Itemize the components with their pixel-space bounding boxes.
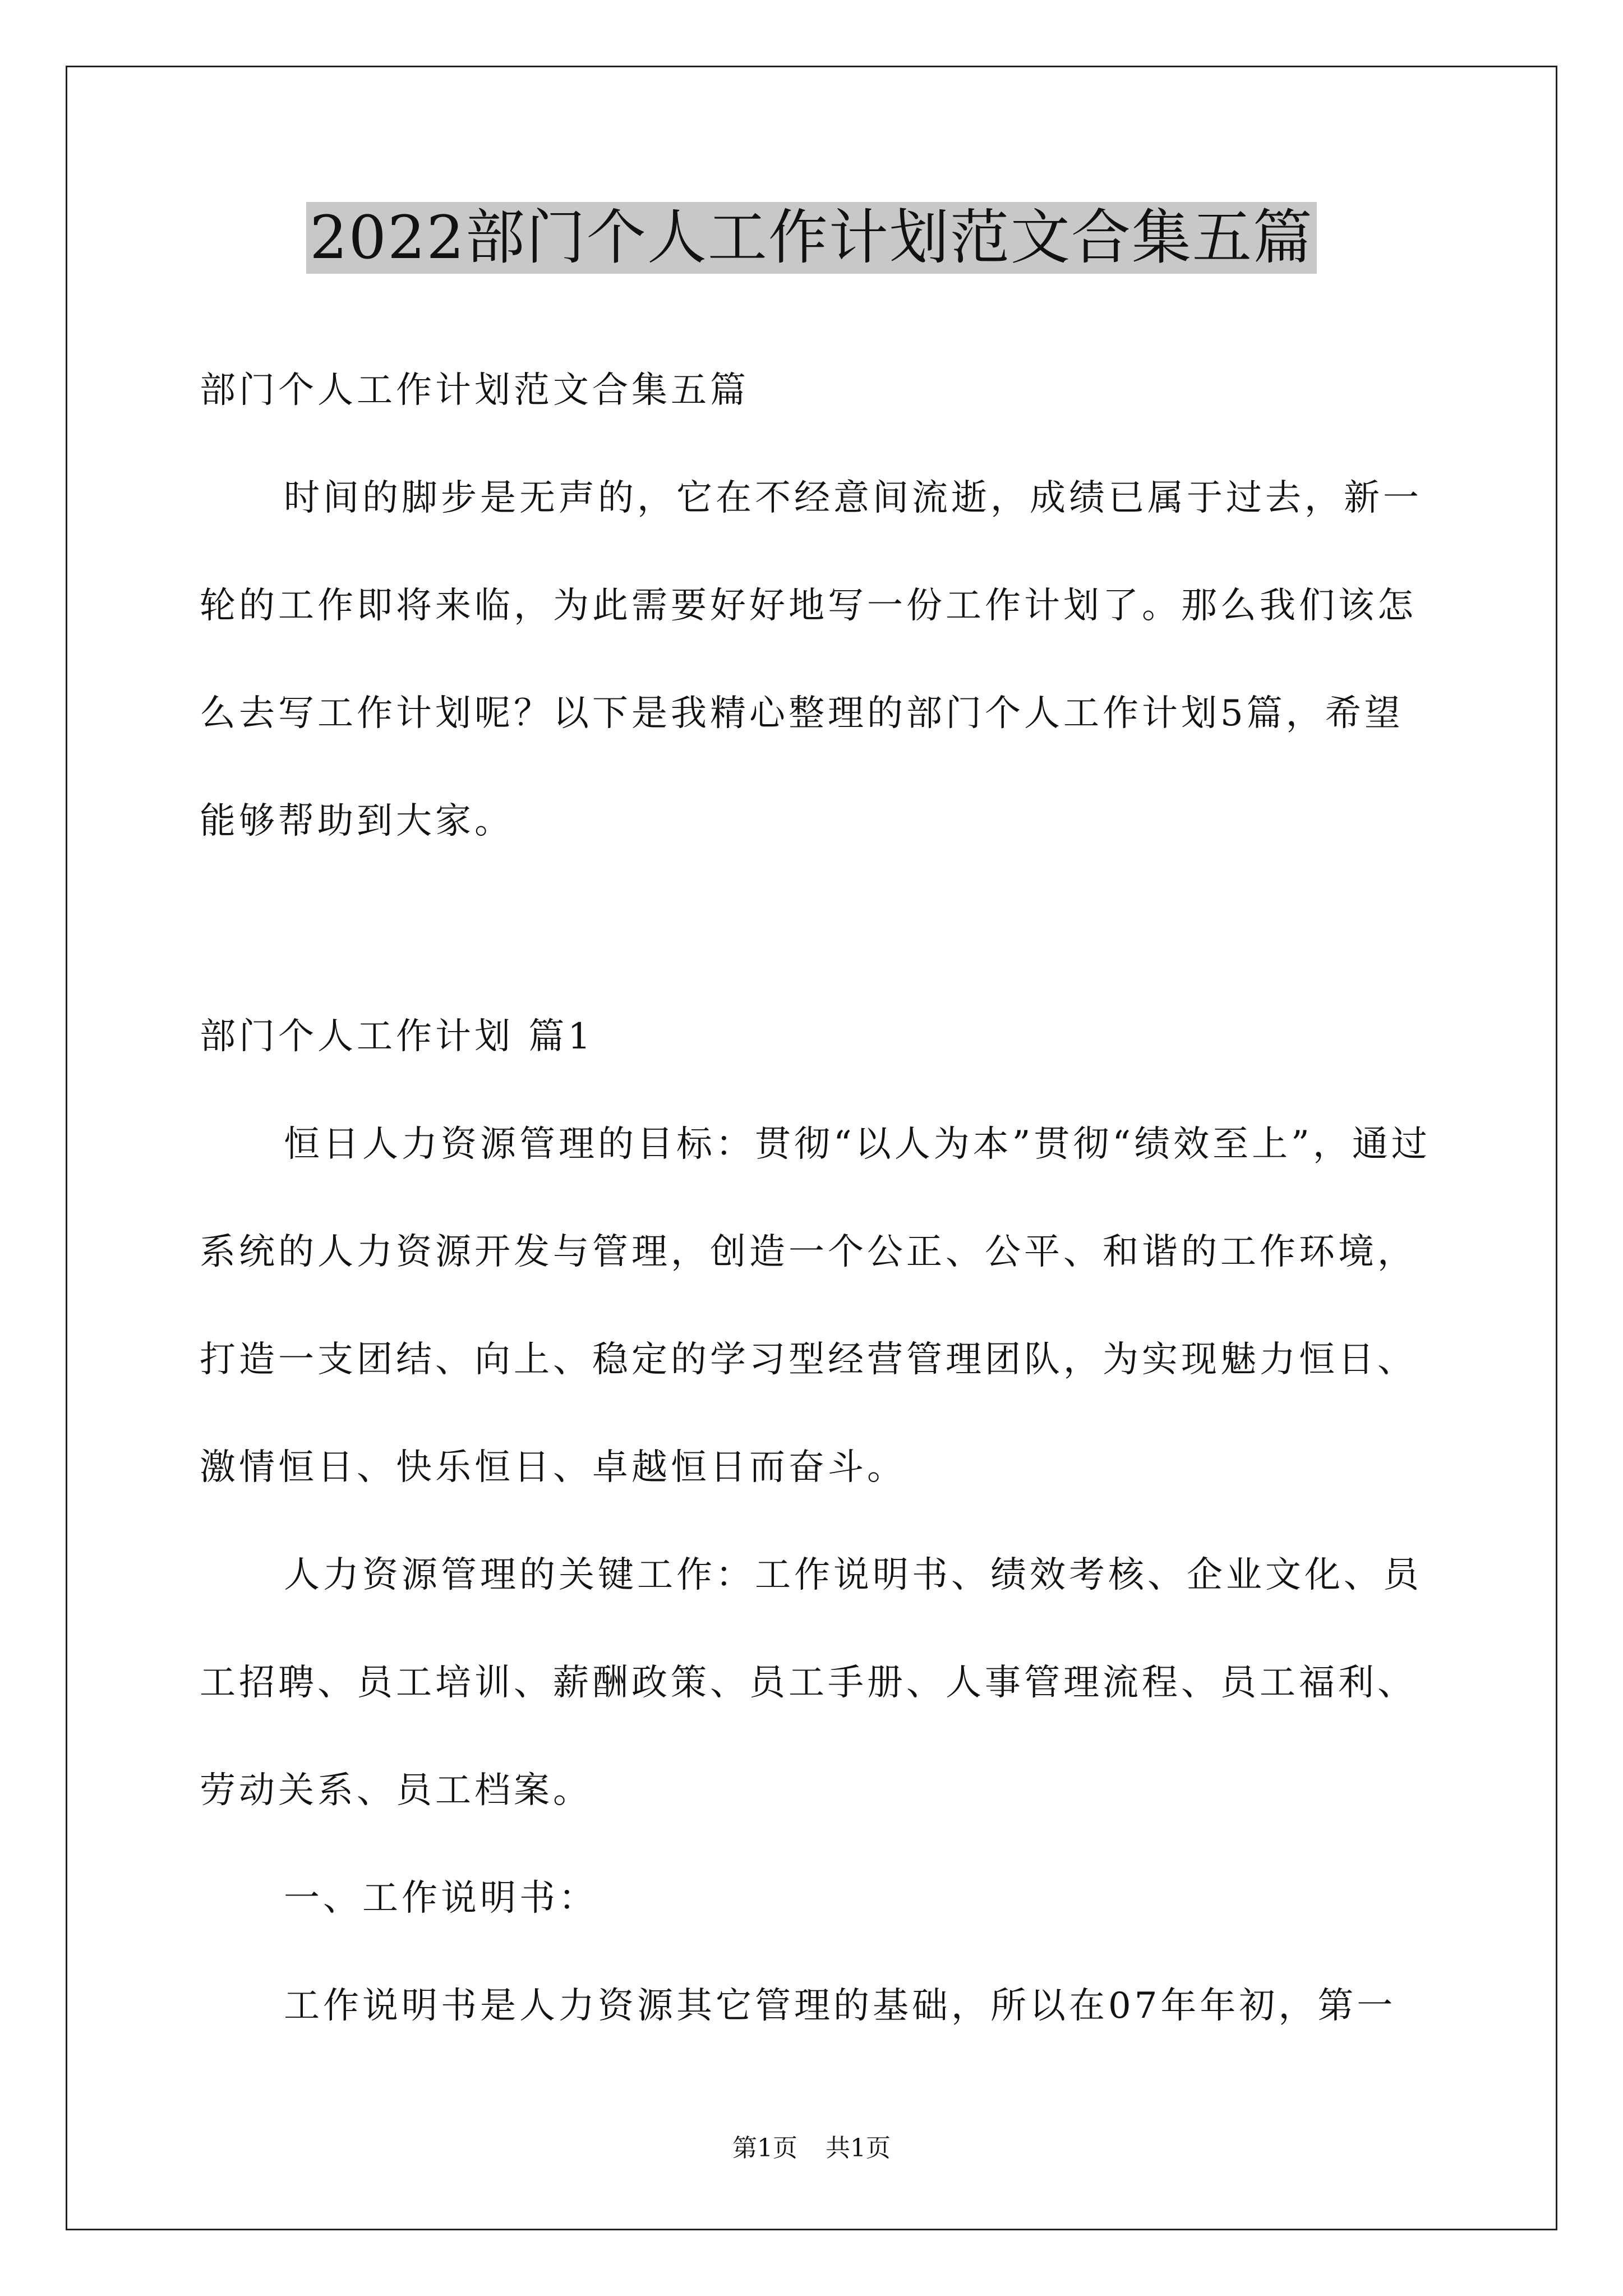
document-subtitle: 部门个人工作计划范文合集五篇 bbox=[200, 370, 749, 411]
document-title: 2022部门个人工作计划范文合集五篇 bbox=[306, 202, 1317, 274]
body-paragraph: 工作说明书是人力资源其它管理的基础，所以在07年年初，第一 bbox=[284, 1985, 1396, 2027]
intro-paragraph: 时间的脚步是无声的，它在不经意间流逝，成绩已属于过去，新一轮的工作即将来临，为此需要好好地写一份工作计划了。那么我们该怎么去写工作计划呢？以下是我精心整理的部门个人工作计划5篇，希望能够帮助到大家。 bbox=[200, 477, 1422, 842]
page-total: 共1页 bbox=[826, 2134, 891, 2162]
page-footer bbox=[0, 2132, 1623, 2165]
document-body bbox=[200, 337, 1433, 2060]
page-number: 第1页 bbox=[732, 2134, 797, 2162]
title-container bbox=[0, 202, 1623, 274]
numbered-heading: 一、工作说明书： bbox=[284, 1878, 598, 1919]
body-paragraph: 人力资源管理的关键工作：工作说明书、绩效考核、企业文化、员工招聘、员工培训、薪酬政策、员工手册、人事管理流程、员工福利、劳动关系、员工档案。 bbox=[200, 1554, 1422, 1811]
body-paragraph: 恒日人力资源管理的目标：贯彻“以人为本”贯彻“绩效至上”，通过系统的人力资源开发与管理，创造一个公正、公平、和谐的工作环境，打造一支团结、向上、稳定的学习型经营管理团队，为实现魅力恒日、激情恒日、快乐恒日、卓越恒日而奋斗。 bbox=[200, 1124, 1431, 1488]
section-heading: 部门个人工作计划 篇1 bbox=[200, 1016, 594, 1057]
section-gap bbox=[200, 875, 1433, 983]
